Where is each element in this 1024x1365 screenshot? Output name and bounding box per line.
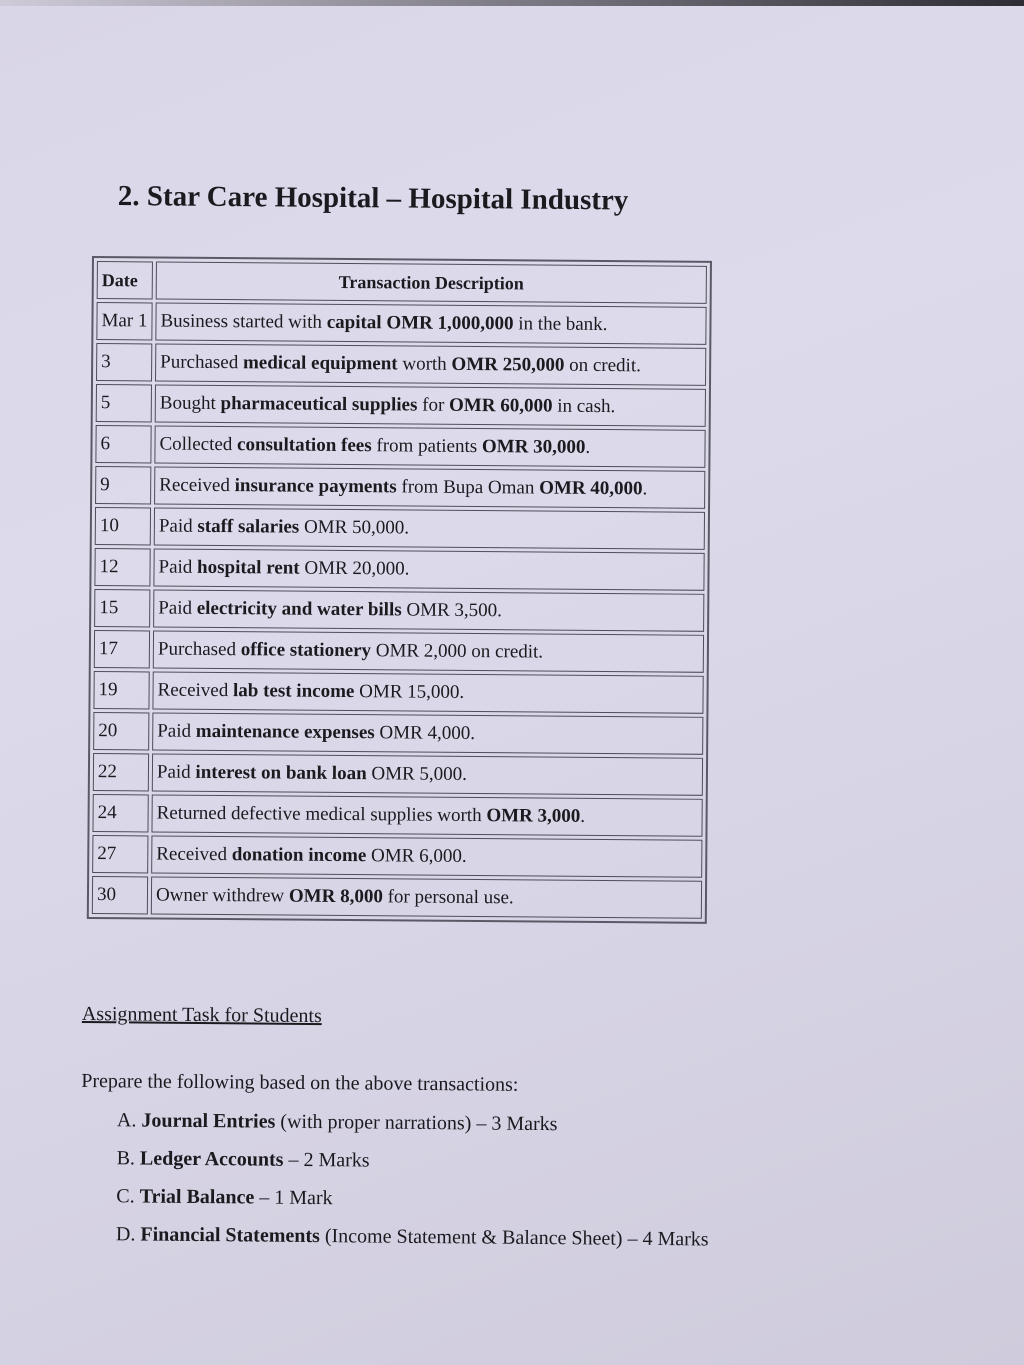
description-text: OMR 2,000 on credit.: [370, 640, 544, 663]
description-bold-text: insurance payments: [234, 475, 397, 498]
description-bold-text: interest on bank loan: [195, 761, 367, 785]
assignment-task-item: [116, 1223, 780, 1252]
transaction-date: 22: [93, 753, 149, 791]
description-text: .: [642, 478, 648, 500]
transaction-description: [154, 466, 705, 508]
description-bold-text: OMR 30,000: [481, 436, 586, 458]
transaction-description: [151, 876, 702, 918]
transaction-description: [154, 425, 705, 467]
top-edge-shadow: [0, 0, 1024, 6]
description-bold-text: OMR 3,000: [486, 805, 581, 827]
description-text: OMR 3,500.: [401, 599, 503, 622]
description-text: Owner withdrew: [155, 884, 290, 907]
task-title: Journal Entries: [141, 1109, 276, 1133]
description-text: Paid: [158, 597, 197, 619]
transaction-date: 3: [96, 343, 152, 381]
transaction-description: [152, 753, 703, 795]
table-row: [94, 548, 704, 591]
transaction-description: [154, 507, 705, 549]
task-marks: (Income Statement & Balance Sheet) – 4 Marks: [319, 1225, 709, 1251]
table-row: [92, 835, 702, 878]
table-row: [93, 753, 703, 796]
description-bold-text: lab test income: [232, 680, 355, 703]
transaction-description: [151, 794, 702, 836]
assignment-task-item: [116, 1185, 780, 1214]
table-row: [94, 630, 704, 673]
description-text: Purchased: [157, 638, 241, 661]
task-letter: C.: [116, 1185, 140, 1208]
page-title: 2. Star Care Hospital – Hospital Industry: [117, 180, 629, 217]
transaction-description: [153, 548, 704, 590]
description-text: OMR 6,000.: [366, 845, 467, 867]
date-column-header: Date: [97, 261, 153, 299]
description-bold-text: donation income: [231, 844, 367, 867]
description-bold-text: staff salaries: [197, 515, 300, 538]
description-text: OMR 20,000.: [299, 557, 410, 580]
description-bold-text: OMR 8,000: [288, 885, 383, 908]
description-text: on credit.: [564, 354, 642, 377]
table-header-row: [97, 261, 707, 304]
transactions-table: [87, 256, 712, 924]
transaction-date: Mar 1: [96, 302, 152, 340]
description-text: from patients: [371, 435, 483, 458]
description-bold-text: pharmaceutical supplies: [220, 393, 418, 416]
transaction-date: 15: [94, 589, 150, 627]
transaction-date: 10: [95, 507, 151, 545]
description-text: Returned defective medical supplies worth: [156, 802, 487, 827]
description-text: in the bank.: [513, 313, 608, 336]
transaction-date: 24: [92, 794, 148, 832]
assignment-task-item: [117, 1109, 781, 1138]
description-text: Paid: [158, 515, 198, 537]
description-text: Paid: [157, 720, 196, 742]
description-text: Purchased: [160, 351, 244, 374]
description-bold-text: hospital rent: [197, 556, 300, 579]
transaction-date: 5: [96, 384, 152, 422]
transaction-description: [151, 835, 702, 877]
description-bold-text: OMR 250,000: [451, 353, 565, 376]
transaction-description: [152, 712, 703, 754]
table-row: [92, 876, 702, 919]
task-marks: (with proper narrations) – 3 Marks: [275, 1110, 558, 1136]
description-text: .: [580, 805, 586, 827]
transaction-date: 17: [94, 630, 150, 668]
description-bold-text: office stationery: [240, 639, 372, 662]
description-text: OMR 50,000.: [299, 516, 410, 539]
transaction-description: [155, 343, 706, 385]
description-text: OMR 5,000.: [366, 763, 468, 785]
description-text: Paid: [156, 761, 196, 783]
description-bold-text: capital OMR 1,000,000: [326, 311, 514, 335]
description-bold-text: OMR 60,000: [448, 394, 553, 417]
transaction-date: 9: [95, 466, 151, 504]
description-text: Collected: [159, 433, 238, 456]
description-text: for: [417, 394, 450, 416]
assignment-heading: Assignment Task for Students: [81, 1003, 322, 1028]
table-row: [93, 712, 703, 755]
table-row: [93, 671, 703, 714]
task-letter: A.: [116, 1109, 142, 1132]
transaction-description: [153, 589, 704, 631]
transaction-date: 19: [93, 671, 149, 709]
description-bold-text: medical equipment: [242, 352, 398, 375]
task-title: Trial Balance: [139, 1185, 255, 1209]
description-text: Paid: [158, 556, 198, 578]
transaction-description: [155, 303, 706, 345]
table-row: [96, 384, 706, 427]
assignment-task-list: [80, 1109, 781, 1252]
transaction-date: 27: [92, 835, 148, 873]
table-row: [96, 343, 706, 386]
assignment-intro: Prepare the following based on the above transactions:: [81, 1069, 519, 1096]
description-text: Received: [156, 843, 232, 866]
transaction-date: 30: [92, 876, 148, 914]
description-column-header: Transaction Description: [156, 262, 707, 304]
description-text: OMR 4,000.: [374, 722, 476, 745]
transaction-date: 20: [93, 712, 149, 750]
transaction-date: 12: [94, 548, 150, 586]
description-bold-text: electricity and water bills: [196, 597, 402, 621]
description-text: for personal use.: [382, 886, 514, 909]
description-text: worth: [397, 353, 452, 375]
description-text: Bought: [159, 392, 221, 415]
description-text: Received: [159, 474, 235, 497]
table-row: [96, 302, 706, 345]
task-letter: D.: [115, 1223, 141, 1246]
description-bold-text: consultation fees: [237, 434, 372, 457]
table-row: [94, 589, 704, 632]
assignment-section: [80, 1003, 782, 1267]
task-letter: B.: [116, 1147, 141, 1170]
description-text: Received: [157, 679, 234, 702]
transaction-description: [153, 630, 704, 672]
description-text: from Bupa Oman: [396, 476, 540, 499]
task-marks: – 2 Marks: [283, 1148, 370, 1172]
description-bold-text: maintenance expenses: [195, 720, 375, 744]
transaction-date: 6: [95, 425, 151, 463]
transactions-body: [92, 302, 707, 919]
table-row: [95, 466, 705, 509]
description-text: .: [585, 436, 591, 458]
task-title: Financial Statements: [140, 1223, 320, 1248]
description-text: in cash.: [552, 395, 616, 418]
table-row: [95, 507, 705, 550]
transaction-description: [155, 384, 706, 426]
task-marks: – 1 Mark: [254, 1186, 333, 1210]
description-text: Business started with: [160, 310, 327, 333]
table-row: [92, 794, 702, 837]
transaction-description: [152, 671, 703, 713]
task-title: Ledger Accounts: [139, 1147, 284, 1171]
description-bold-text: OMR 40,000: [539, 477, 643, 500]
table-row: [95, 425, 705, 468]
assignment-task-item: [117, 1147, 781, 1176]
description-text: OMR 15,000.: [354, 681, 465, 703]
